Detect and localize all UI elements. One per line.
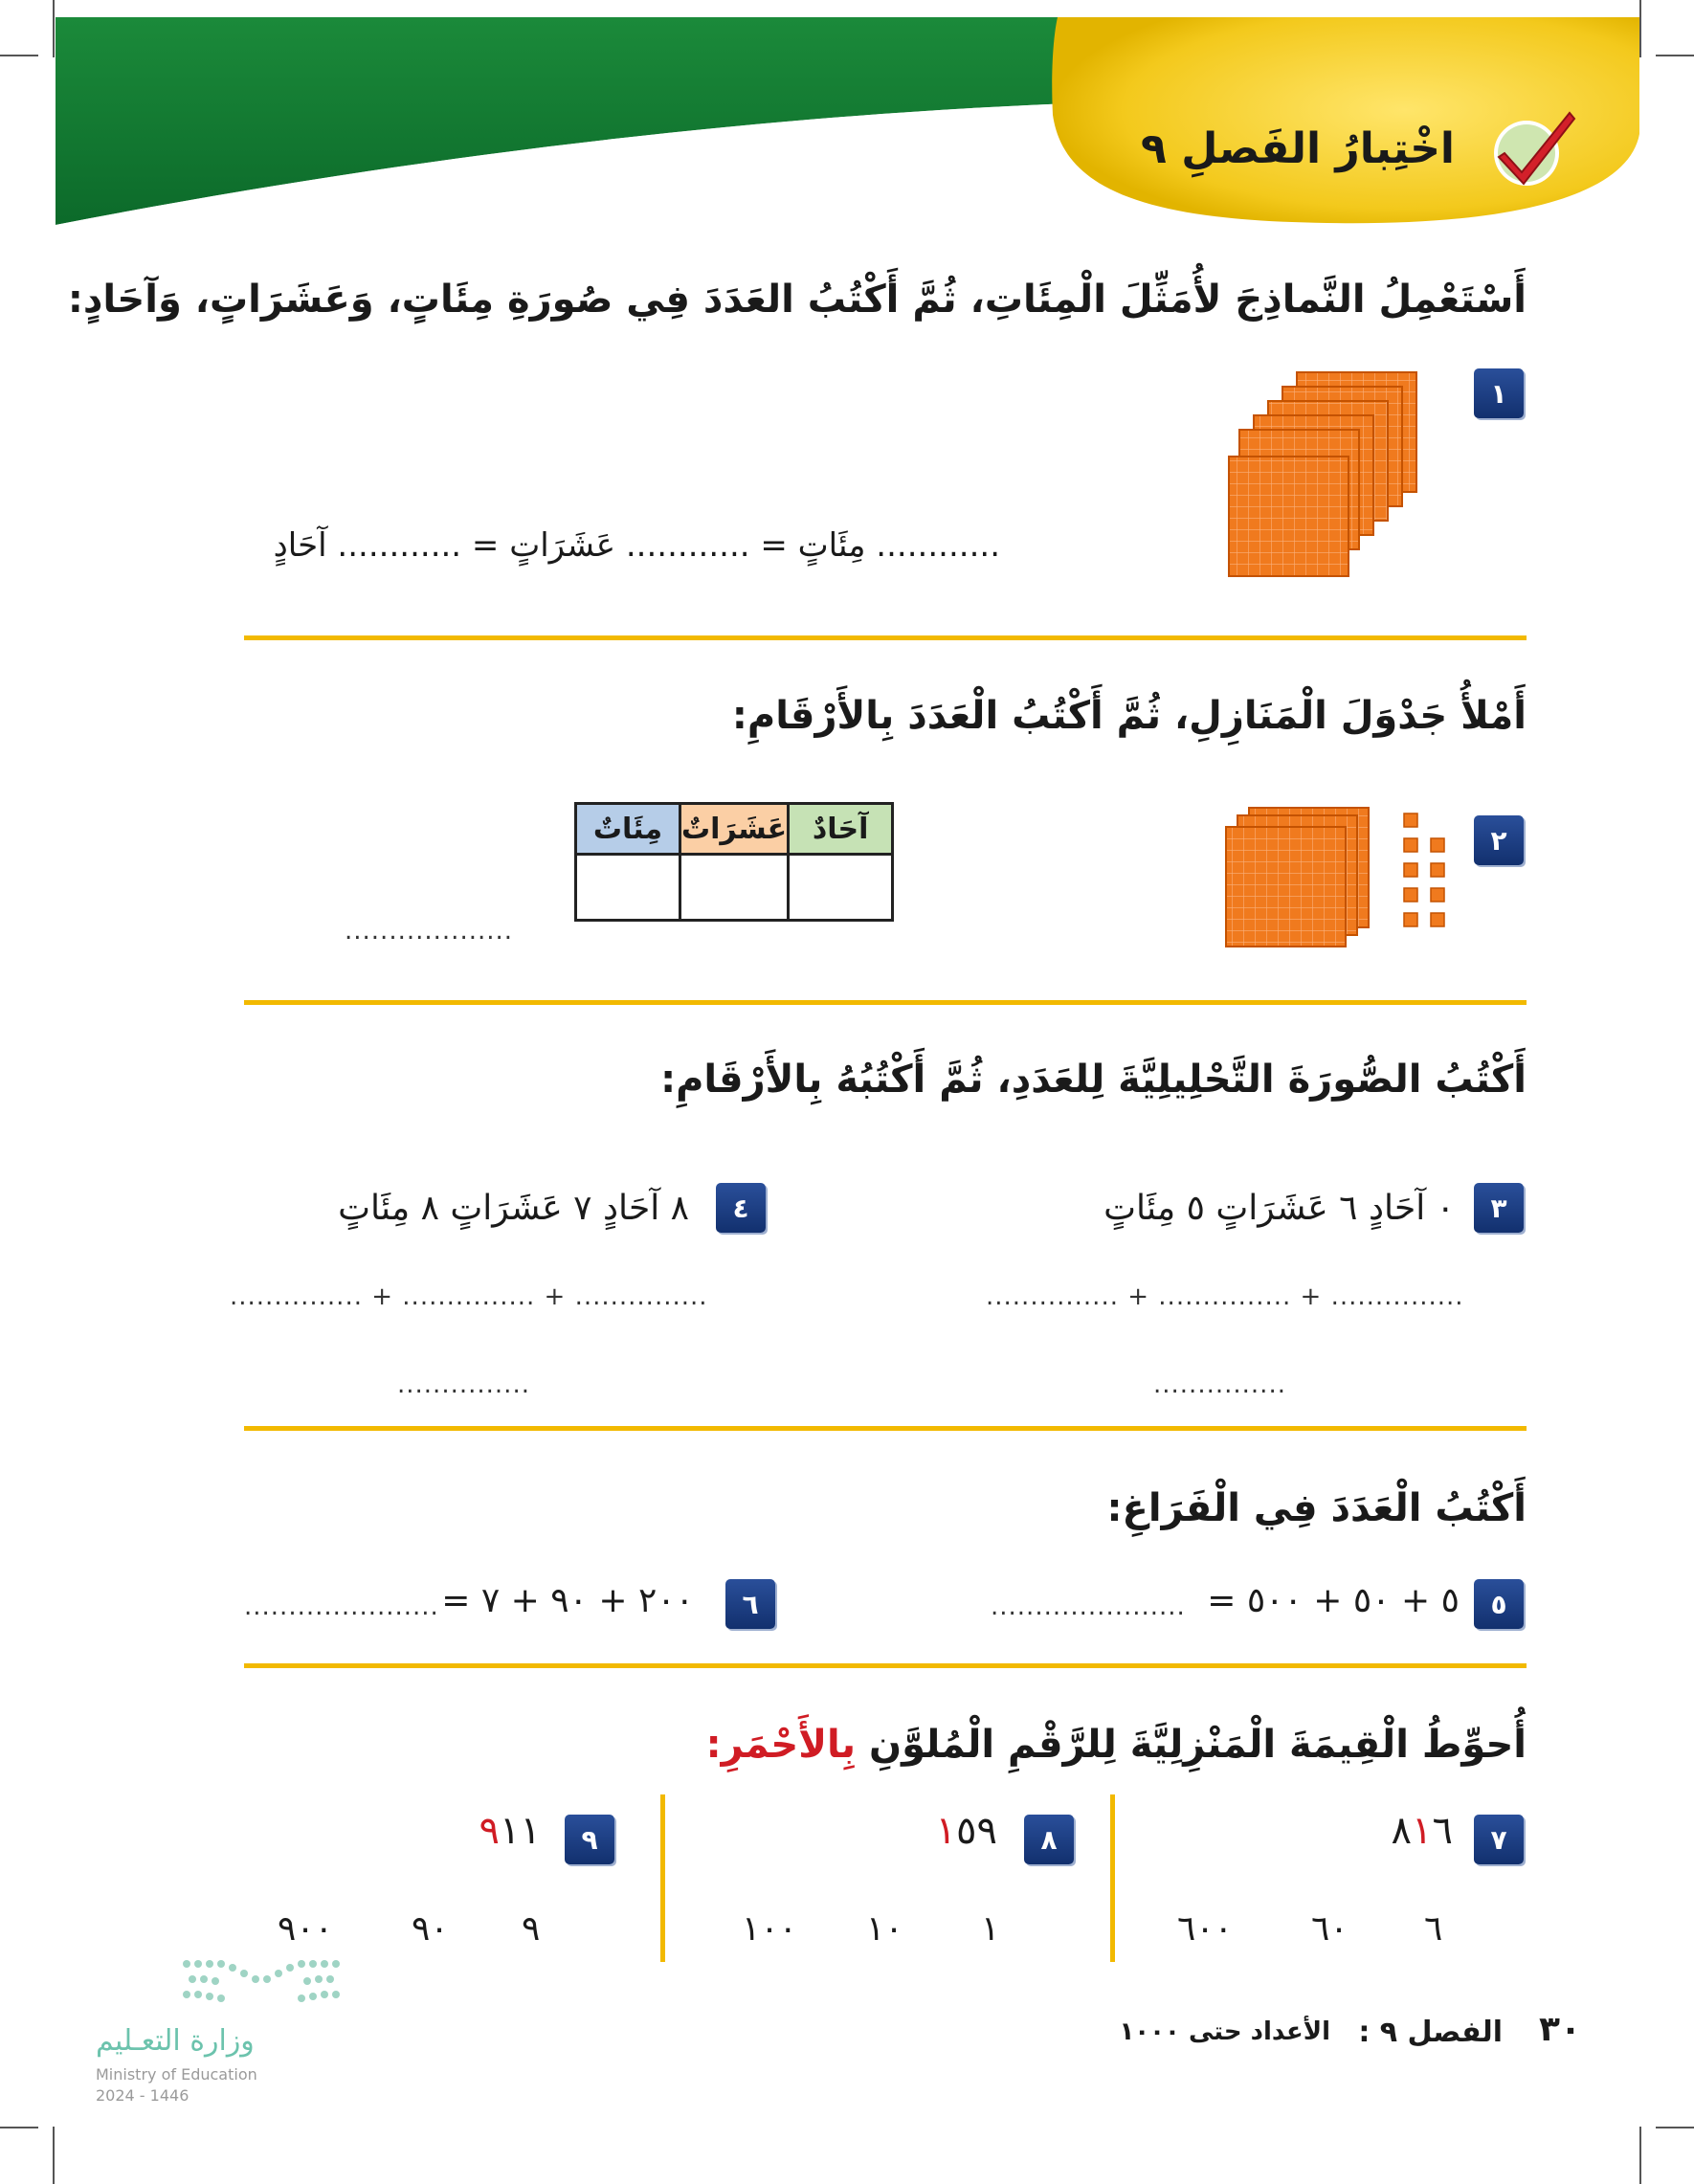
q7-number (1392, 1809, 1453, 1853)
place-value-table (574, 802, 894, 922)
q3-prompt: ٠ آحَادٍ ٦ عَشَرَاتٍ ٥ مِئَاتٍ (1103, 1189, 1455, 1228)
blocks-illustration (1220, 804, 1469, 957)
table-cell-hundreds[interactable] (576, 855, 680, 921)
section-instruction: أَمْلأُ جَدْوَلَ الْمَنَازِلِ، ثُمَّ أَكْتُبُ الْعَدَدَ بِالأَرْقَامِ: (731, 694, 1527, 738)
q7-option[interactable]: ٦٠ (1311, 1909, 1349, 1949)
q5-expression: ٥ + ٥٠ + ٥٠٠ = (1207, 1581, 1460, 1620)
chapter-name: الأعداد حتى ١٠٠٠ (1119, 2017, 1330, 2046)
question-number-badge: ٢ (1474, 815, 1524, 865)
question-number-badge: ٩ (565, 1815, 614, 1864)
section-instruction: أَكْتُبُ الْعَدَدَ فِي الْفَرَاغِ: (1106, 1486, 1527, 1530)
section-instruction: أَسْتَعْمِلُ النَّماذِجَ لأُمَثِّلَ الْمِئَاتِ، ثُمَّ أَكْتُبُ العَدَدَ فِي صُورَةِ مِئَاتٍ، وَعَشَرَاتٍ، وَآحَادٍ: (67, 278, 1527, 322)
colored-digit: ٩ (479, 1809, 501, 1853)
crop-mark (1656, 2127, 1694, 2128)
page-number: ٣٠ (1539, 2010, 1581, 2049)
q9-option[interactable]: ٩٠٠ (278, 1909, 334, 1949)
question-number-badge: ٨ (1024, 1815, 1074, 1864)
hundreds-blocks-illustration (1225, 368, 1436, 589)
question-number-badge: ٧ (1474, 1815, 1524, 1864)
instruction-red-text: بِالأَحْمَرِ: (705, 1723, 857, 1767)
q3-sum-line[interactable]: ............... + ............... + ............... (986, 1282, 1464, 1311)
q9-number (479, 1809, 541, 1853)
digit: ٦ (1432, 1809, 1453, 1853)
section-instruction (706, 1723, 1527, 1767)
instruction-text: أُحوِّطُ الْقِيمَةَ الْمَنْزِلِيَّةَ لِلرَّقْمِ الْمُلوَّنِ (868, 1723, 1527, 1767)
q8-option[interactable]: ١ (981, 1909, 1000, 1949)
question-number-badge: ٦ (725, 1579, 775, 1629)
q2-answer-blank[interactable]: ................... (345, 917, 514, 946)
table-cell-tens[interactable] (680, 855, 789, 921)
q3-answer-blank[interactable]: ............... (1153, 1371, 1286, 1399)
section-divider (244, 1000, 1527, 1005)
question-number-badge: ٤ (716, 1183, 766, 1233)
section-divider (244, 635, 1527, 640)
section-divider (244, 1663, 1527, 1668)
ministry-name-ar: وزارة التعـليم (96, 2024, 255, 2058)
table-header-tens: عَشَرَاتٌ (680, 804, 789, 855)
q9-option[interactable]: ٩ (522, 1909, 541, 1949)
q4-prompt: ٨ آحَادٍ ٧ عَشَرَاتٍ ٨ مِئَاتٍ (338, 1189, 689, 1228)
table-cell-ones[interactable] (789, 855, 893, 921)
table-header-ones: آحَادٌ (789, 804, 893, 855)
column-divider (1110, 1794, 1115, 1962)
question-number-badge: ١ (1474, 368, 1524, 418)
q7-option[interactable]: ٦٠٠ (1177, 1909, 1234, 1949)
crop-mark (0, 2127, 38, 2128)
column-divider (660, 1794, 665, 1962)
chapter-title: اخْتِبارُ الفَصلِ ٩ (1141, 124, 1455, 173)
table-header-hundreds: مِئَاتٌ (576, 804, 680, 855)
digit: ١١ (500, 1809, 541, 1853)
q9-option[interactable]: ٩٠ (412, 1909, 449, 1949)
crop-mark (1639, 2127, 1641, 2184)
crop-mark (53, 2127, 55, 2184)
question-number-badge: ٣ (1474, 1183, 1524, 1233)
digit: ٨ (1391, 1809, 1413, 1853)
digit: ٥٩ (956, 1809, 997, 1853)
q7-option[interactable]: ٦ (1424, 1909, 1443, 1949)
ministry-name-en: Ministry of Education (96, 2065, 257, 2084)
edition-year: 2024 - 1446 (96, 2086, 189, 2105)
q6-expression: ٢٠٠ + ٩٠ + ٧ = (441, 1581, 694, 1620)
q4-answer-blank[interactable]: ............... (397, 1371, 530, 1399)
section-divider (244, 1426, 1527, 1431)
chapter-label: الفصل ٩ : (1358, 2016, 1503, 2049)
q8-option[interactable]: ١٠ (866, 1909, 903, 1949)
q1-answer-line[interactable]: ............ مِئَاتٍ = ............ عَشَرَاتٍ = ............ آحَادٍ (273, 526, 1000, 565)
ministry-logo-icon (177, 1952, 349, 2029)
q6-answer-blank[interactable]: ...................... (244, 1593, 439, 1621)
q4-sum-line[interactable]: ............... + ............... + ............... (230, 1282, 708, 1311)
q8-option[interactable]: ١٠٠ (742, 1909, 798, 1949)
question-number-badge: ٥ (1474, 1579, 1524, 1629)
q8-number (936, 1809, 997, 1853)
colored-digit: ١ (935, 1809, 957, 1853)
colored-digit: ١ (1412, 1809, 1433, 1853)
section-instruction: أَكْتُبُ الصُّورَةَ التَّحْلِيلِيَّةَ لِلعَدَدِ، ثُمَّ أَكْتُبُهُ بِالأَرْقَامِ: (660, 1058, 1527, 1102)
q5-answer-blank[interactable]: ...................... (991, 1593, 1186, 1621)
